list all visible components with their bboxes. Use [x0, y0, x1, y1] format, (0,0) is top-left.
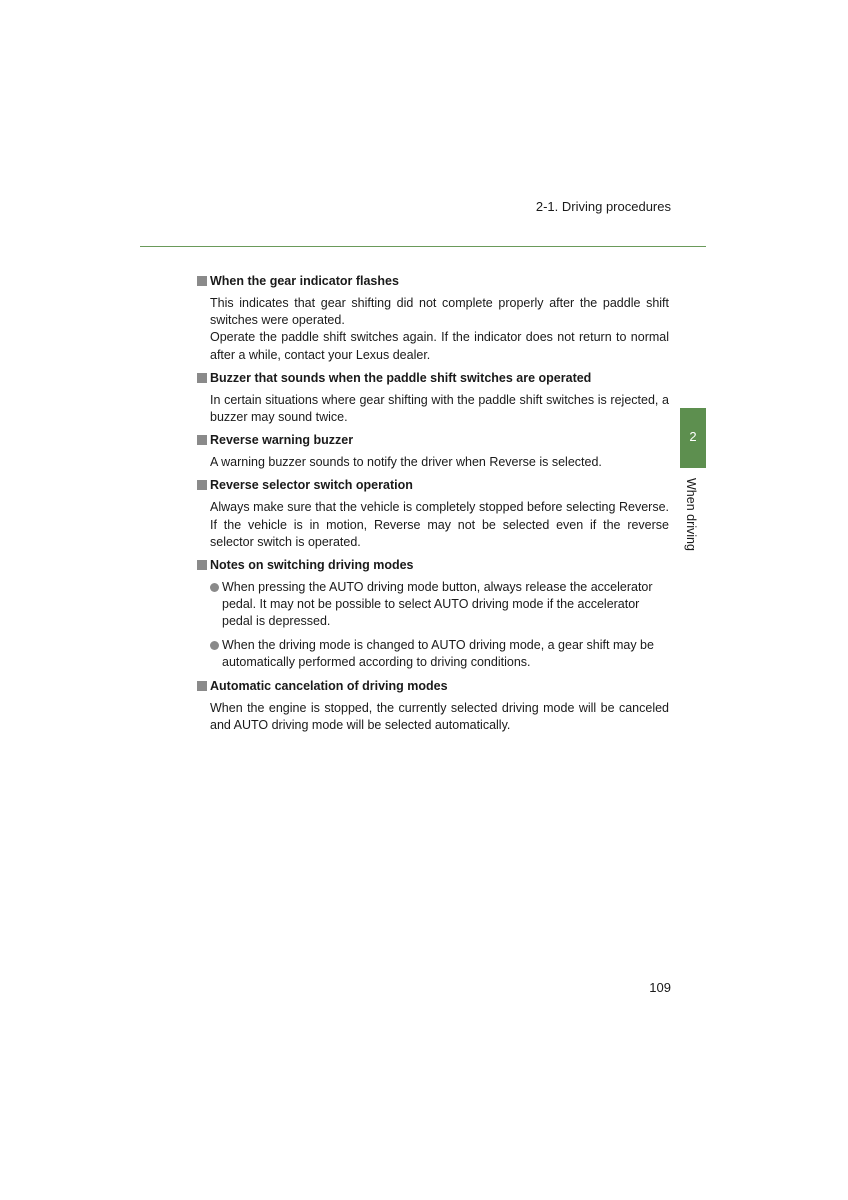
section-gear-indicator	[197, 272, 669, 364]
paragraph: A warning buzzer sounds to notify the driver when Reverse is selected.	[210, 455, 602, 470]
square-bullet-icon	[197, 560, 207, 570]
paragraph: When the engine is stopped, the currently selected driving mode will be canceled and AUTO driving mode will be selected automatically.	[210, 701, 669, 733]
section-heading: When the gear indicator flashes	[197, 272, 669, 290]
section-auto-cancel	[197, 677, 669, 734]
section-heading: Notes on switching driving modes	[197, 556, 669, 574]
section-header-title: 2-1. Driving procedures	[535, 199, 671, 214]
list-item: When pressing the AUTO driving mode button, always release the accelerator pedal. It may not be possible to select AUTO driving mode if the accelerator pedal is depressed.	[222, 579, 669, 631]
section-heading: Reverse selector switch operation	[197, 476, 669, 494]
header-divider	[140, 246, 706, 247]
section-heading: Buzzer that sounds when the paddle shift switches are operated	[197, 369, 669, 387]
square-bullet-icon	[197, 435, 207, 445]
paragraph: Always make sure that the vehicle is completely stopped before selecting Reverse. If the vehicle is in motion, Reverse may not be selected even if the reverse selector switch is operated.	[210, 500, 669, 549]
chapter-tab	[680, 408, 706, 468]
page-number: 109	[649, 980, 671, 995]
square-bullet-icon	[197, 373, 207, 383]
section-heading: Reverse warning buzzer	[197, 431, 669, 449]
paragraph: This indicates that gear shifting did not complete properly after the paddle shift switches were operated.	[210, 296, 669, 328]
circle-bullet-icon	[210, 641, 219, 650]
section-buzzer-paddle	[197, 369, 669, 426]
chapter-label: When driving	[684, 478, 698, 551]
square-bullet-icon	[197, 681, 207, 691]
section-reverse-selector	[197, 476, 669, 551]
circle-bullet-icon	[210, 583, 219, 592]
section-heading: Automatic cancelation of driving modes	[197, 677, 669, 695]
page-content	[197, 272, 669, 739]
paragraph: In certain situations where gear shifting with the paddle shift switches is rejected, a buzzer may sound twice.	[210, 392, 669, 425]
square-bullet-icon	[197, 276, 207, 286]
section-driving-modes	[197, 556, 669, 671]
square-bullet-icon	[197, 480, 207, 490]
list-item: When the driving mode is changed to AUTO driving mode, a gear shift may be automatically performed according to driving conditions.	[222, 637, 669, 671]
section-reverse-buzzer	[197, 431, 669, 471]
chapter-number: 2	[689, 429, 697, 444]
paragraph: Operate the paddle shift switches again. If the indicator does not return to normal after a while, contact your Lexus dealer.	[210, 330, 669, 362]
